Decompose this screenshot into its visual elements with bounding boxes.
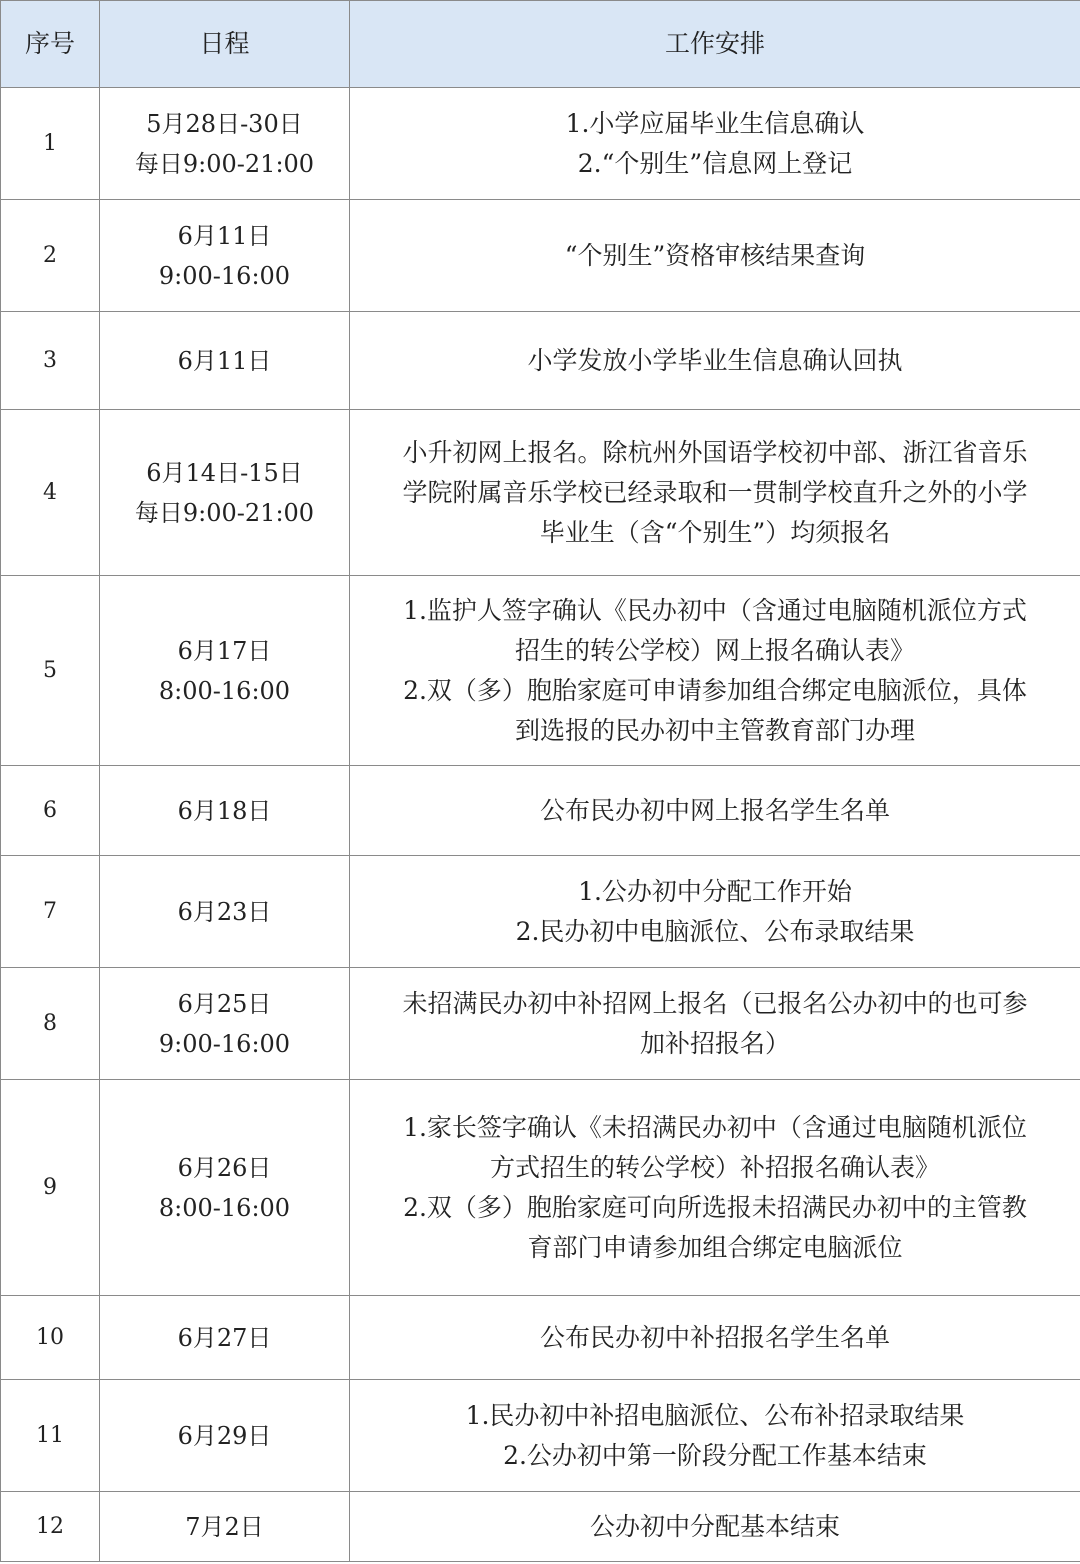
date-line: 8:00-16:00 — [158, 1193, 291, 1222]
row-number: 1 — [1, 88, 100, 200]
date-line: 每日9:00-21:00 — [134, 149, 315, 178]
task-line: 1.民办初中补招电脑派位、公布补招录取结果 — [465, 1400, 965, 1430]
row-task — [350, 1296, 1080, 1380]
row-number: 7 — [1, 856, 100, 968]
task-line: 加补招报名） — [639, 1028, 790, 1058]
row-task — [350, 200, 1080, 312]
date-line: 5月28日-30日 — [146, 109, 303, 138]
table-row — [1, 88, 1080, 200]
row-date — [100, 1380, 350, 1492]
task-line: 小升初网上报名。除杭州外国语学校初中部、浙江省音乐 — [402, 437, 1028, 467]
date-line: 6月26日 — [177, 1153, 272, 1182]
row-number: 8 — [1, 968, 100, 1080]
table-row — [1, 1080, 1080, 1296]
task-line: 方式招生的转公学校）补招报名确认表》 — [489, 1152, 940, 1182]
task-line: 公办初中分配基本结束 — [589, 1511, 840, 1541]
date-line: 8:00-16:00 — [158, 676, 291, 705]
row-number: 11 — [1, 1380, 100, 1492]
row-number: 2 — [1, 200, 100, 312]
row-task — [350, 88, 1080, 200]
date-line: 6月17日 — [177, 636, 272, 665]
task-line: “个别生”资格审核结果查询 — [564, 240, 866, 270]
row-date — [100, 576, 350, 766]
header-row — [1, 1, 1080, 88]
task-line: 2.双（多）胞胎家庭可申请参加组合绑定电脑派位，具体 — [403, 675, 1027, 705]
task-line: 2.公办初中第一阶段分配工作基本结束 — [503, 1440, 927, 1470]
task-line: 育部门申请参加组合绑定电脑派位 — [527, 1232, 903, 1262]
date-line: 6月27日 — [177, 1323, 272, 1352]
header-task: 工作安排 — [350, 1, 1080, 88]
header-date: 日程 — [100, 1, 350, 88]
date-line: 6月11日 — [177, 346, 272, 375]
table-row — [1, 1492, 1080, 1562]
date-line: 7月2日 — [185, 1512, 264, 1541]
row-number: 6 — [1, 766, 100, 856]
table-row — [1, 968, 1080, 1080]
header-no: 序号 — [1, 1, 100, 88]
date-line: 9:00-16:00 — [158, 1029, 291, 1058]
date-line: 6月29日 — [177, 1421, 272, 1450]
task-line: 到选报的民办初中主管教育部门办理 — [514, 715, 915, 745]
task-line: 1.监护人签字确认《民办初中（含通过电脑随机派位方式 — [403, 595, 1027, 625]
task-line: 公布民办初中网上报名学生名单 — [539, 795, 890, 825]
date-line: 6月18日 — [177, 796, 272, 825]
row-task — [350, 312, 1080, 410]
row-date — [100, 1492, 350, 1562]
task-line: 1.公办初中分配工作开始 — [578, 876, 852, 906]
row-date — [100, 968, 350, 1080]
table-row — [1, 410, 1080, 576]
row-date — [100, 88, 350, 200]
task-line: 公布民办初中补招报名学生名单 — [539, 1322, 890, 1352]
task-line: 1.小学应届毕业生信息确认 — [565, 108, 865, 138]
row-date — [100, 200, 350, 312]
row-task — [350, 856, 1080, 968]
row-number: 3 — [1, 312, 100, 410]
row-number: 5 — [1, 576, 100, 766]
date-line: 每日9:00-21:00 — [134, 498, 315, 527]
row-task — [350, 1492, 1080, 1562]
row-date — [100, 410, 350, 576]
task-line: 2.民办初中电脑派位、公布录取结果 — [515, 916, 915, 946]
row-number: 12 — [1, 1492, 100, 1562]
row-date — [100, 1080, 350, 1296]
table-row — [1, 766, 1080, 856]
row-date — [100, 1296, 350, 1380]
date-line: 6月25日 — [177, 989, 272, 1018]
table-row — [1, 856, 1080, 968]
date-line: 6月14日-15日 — [146, 458, 303, 487]
table-row — [1, 576, 1080, 766]
table-row — [1, 200, 1080, 312]
row-number: 9 — [1, 1080, 100, 1296]
row-task — [350, 576, 1080, 766]
task-line: 1.家长签字确认《未招满民办初中（含通过电脑随机派位 — [403, 1112, 1027, 1142]
row-number: 4 — [1, 410, 100, 576]
row-task — [350, 968, 1080, 1080]
row-date — [100, 766, 350, 856]
task-line: 招生的转公学校）网上报名确认表》 — [514, 635, 915, 665]
task-line: 学院附属音乐学校已经录取和一贯制学校直升之外的小学 — [402, 477, 1028, 507]
table-row — [1, 312, 1080, 410]
row-task — [350, 410, 1080, 576]
table-row — [1, 1380, 1080, 1492]
task-line: 2.双（多）胞胎家庭可向所选报未招满民办初中的主管教 — [403, 1192, 1027, 1222]
table-body — [1, 88, 1080, 1562]
table-row — [1, 1296, 1080, 1380]
row-task — [350, 766, 1080, 856]
task-line: 毕业生（含“个别生”）均须报名 — [539, 517, 891, 547]
row-date — [100, 856, 350, 968]
row-number: 10 — [1, 1296, 100, 1380]
task-line: 小学发放小学毕业生信息确认回执 — [527, 345, 903, 375]
row-task — [350, 1080, 1080, 1296]
date-line: 6月11日 — [177, 221, 272, 250]
date-line: 9:00-16:00 — [158, 261, 291, 290]
row-date — [100, 312, 350, 410]
task-line: 未招满民办初中补招网上报名（已报名公办初中的也可参 — [402, 988, 1028, 1018]
task-line: 2.“个别生”信息网上登记 — [577, 148, 853, 178]
row-task — [350, 1380, 1080, 1492]
date-line: 6月23日 — [177, 897, 272, 926]
